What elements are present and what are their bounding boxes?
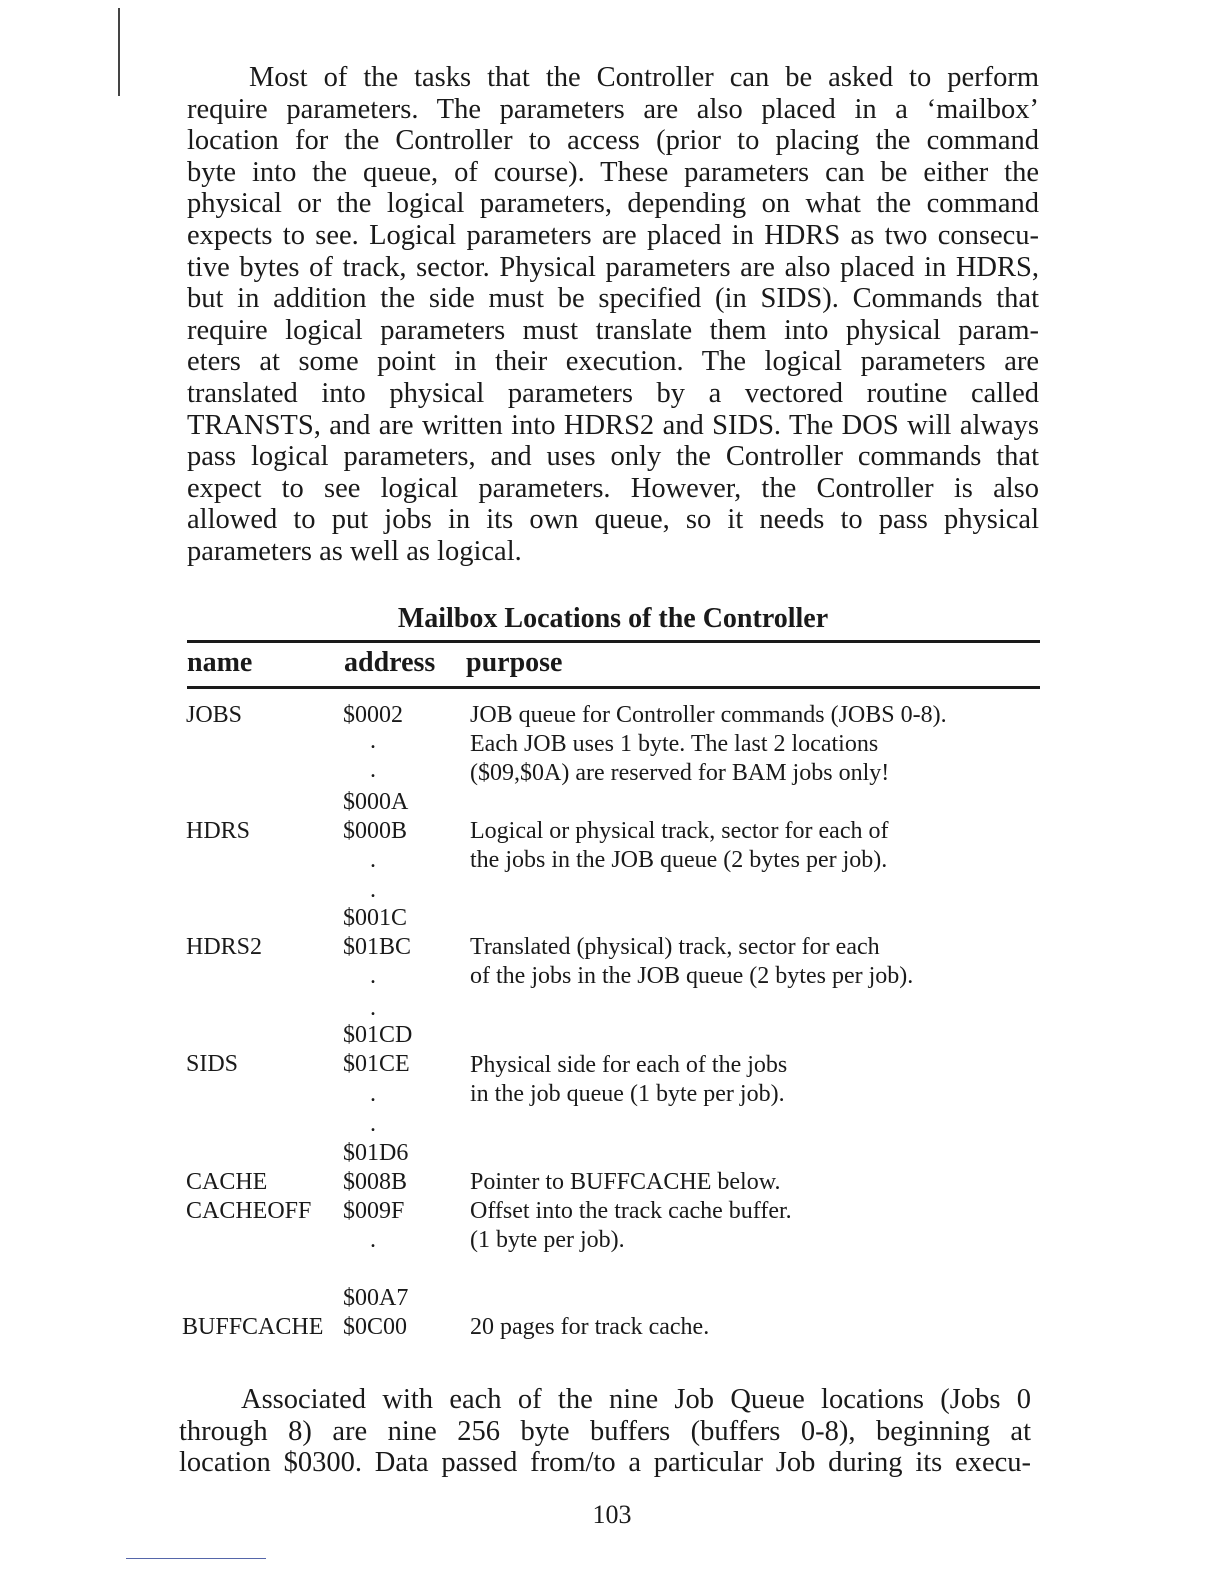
column-header-address: address [344, 647, 436, 678]
text-line: but in addition the side must be specified (in SIDS). Commands that [187, 283, 1039, 315]
row-jobs-purpose-line: ($09,$0A) are reserved for BAM jobs only! [470, 760, 890, 786]
page-number: 103 [592, 1500, 632, 1529]
row-hdrs-name: HDRS [186, 818, 251, 844]
range-dot: . [370, 877, 376, 903]
row-cacheoff-name: CACHEOFF [186, 1198, 312, 1224]
table-title: Mailbox Locations of the Controller [397, 603, 829, 634]
margin-mark [118, 8, 120, 96]
table-top-rule [187, 640, 1040, 643]
row-sids-name: SIDS [186, 1051, 239, 1077]
text-line: pass logical parameters, and uses only the Controller commands that [187, 441, 1039, 473]
text-line: eters at some point in their execution. The logical parameters are [187, 346, 1039, 378]
range-dot: . [370, 757, 376, 783]
row-hdrs2-purpose-line: Translated (physical) track, sector for each [470, 934, 880, 960]
range-dot: . [370, 963, 376, 989]
text-line: expects to see. Logical parameters are placed in HDRS as two consecu- [187, 219, 1039, 251]
text-line: Associated with each of the nine Job Queue locations (Jobs 0 [241, 1384, 1031, 1415]
row-hdrs-purpose-line: Logical or physical track, sector for each of [470, 818, 889, 844]
row-hdrs2-purpose-line: of the jobs in the JOB queue (2 bytes per job). [470, 963, 914, 989]
row-cacheoff-address-end: $00A7 [343, 1285, 409, 1311]
text-line: byte into the queue, of course). These parameters can be either the [187, 156, 1039, 188]
row-buffcache-name: BUFFCACHE [182, 1314, 324, 1340]
range-dot: . [370, 847, 376, 873]
row-sids-address-start: $01CE [343, 1051, 410, 1077]
column-header-purpose: purpose [466, 647, 563, 678]
row-sids-purpose-line: in the job queue (1 byte per job). [470, 1081, 785, 1107]
row-hdrs-purpose-line: the jobs in the JOB queue (2 bytes per job). [470, 847, 888, 873]
text-line: physical or the logical parameters, depending on what the command [187, 188, 1039, 220]
intro-paragraph [187, 62, 1039, 568]
range-dot: . [370, 1081, 376, 1107]
text-line: tive bytes of track, sector. Physical parameters are also placed in HDRS, [187, 251, 1039, 283]
row-cacheoff-purpose-line: Offset into the track cache buffer. [470, 1198, 792, 1224]
row-hdrs-address-end: $001C [343, 905, 408, 931]
row-hdrs2-name: HDRS2 [186, 934, 263, 960]
text-line: parameters as well as logical. [187, 535, 522, 567]
row-sids-address-end: $01D6 [343, 1140, 409, 1166]
text-line: location $0300. Data passed from/to a particular Job during its execu- [179, 1447, 1031, 1479]
range-dot: . [370, 1227, 376, 1253]
header-rule [187, 686, 1040, 689]
row-jobs-purpose-line: JOB queue for Controller commands (JOBS 0-8). [470, 702, 947, 728]
row-hdrs-address-start: $000B [343, 818, 408, 844]
row-jobs-address-start: $0002 [343, 702, 403, 728]
row-jobs-address-end: $000A [343, 789, 409, 815]
text-line: require logical parameters must translate them into physical param- [187, 314, 1039, 346]
continuation-paragraph [179, 1384, 1031, 1479]
text-line: through 8) are nine 256 byte buffers (buffers 0-8), beginning at [179, 1415, 1031, 1447]
text-line: TRANSTS, and are written into HDRS2 and SIDS. The DOS will always [187, 409, 1039, 441]
row-cacheoff-address-start: $009F [343, 1198, 405, 1224]
row-cache-address: $008B [343, 1169, 408, 1195]
text-line: translated into physical parameters by a vectored routine called [187, 377, 1039, 409]
range-dot: . [370, 995, 376, 1021]
row-cache-purpose-line: Pointer to BUFFCACHE below. [470, 1169, 781, 1195]
row-sids-purpose-line: Physical side for each of the jobs [470, 1052, 788, 1078]
range-dot: . [370, 1111, 376, 1137]
row-hdrs2-address-start: $01BC [343, 934, 412, 960]
row-buffcache-purpose-line: 20 pages for track cache. [470, 1314, 710, 1340]
row-buffcache-address: $0C00 [343, 1314, 408, 1340]
row-hdrs2-address-end: $01CD [343, 1022, 413, 1048]
text-line: expect to see logical parameters. However, the Controller is also [187, 472, 1039, 504]
text-line: Most of the tasks that the Controller can be asked to perform [249, 62, 1039, 93]
row-cacheoff-purpose-line: (1 byte per job). [470, 1227, 625, 1253]
row-jobs-purpose-line: Each JOB uses 1 byte. The last 2 locations [470, 731, 879, 757]
column-header-name: name [187, 647, 253, 678]
row-jobs-name: JOBS [186, 702, 243, 728]
row-cache-name: CACHE [186, 1169, 268, 1195]
corner-rule [126, 1558, 266, 1559]
text-line: allowed to put jobs in its own queue, so it needs to pass physical [187, 504, 1039, 536]
text-line: location for the Controller to access (prior to placing the command [187, 125, 1039, 157]
range-dot: . [370, 728, 376, 754]
text-line: require parameters. The parameters are also placed in a ‘mailbox’ [187, 93, 1039, 125]
